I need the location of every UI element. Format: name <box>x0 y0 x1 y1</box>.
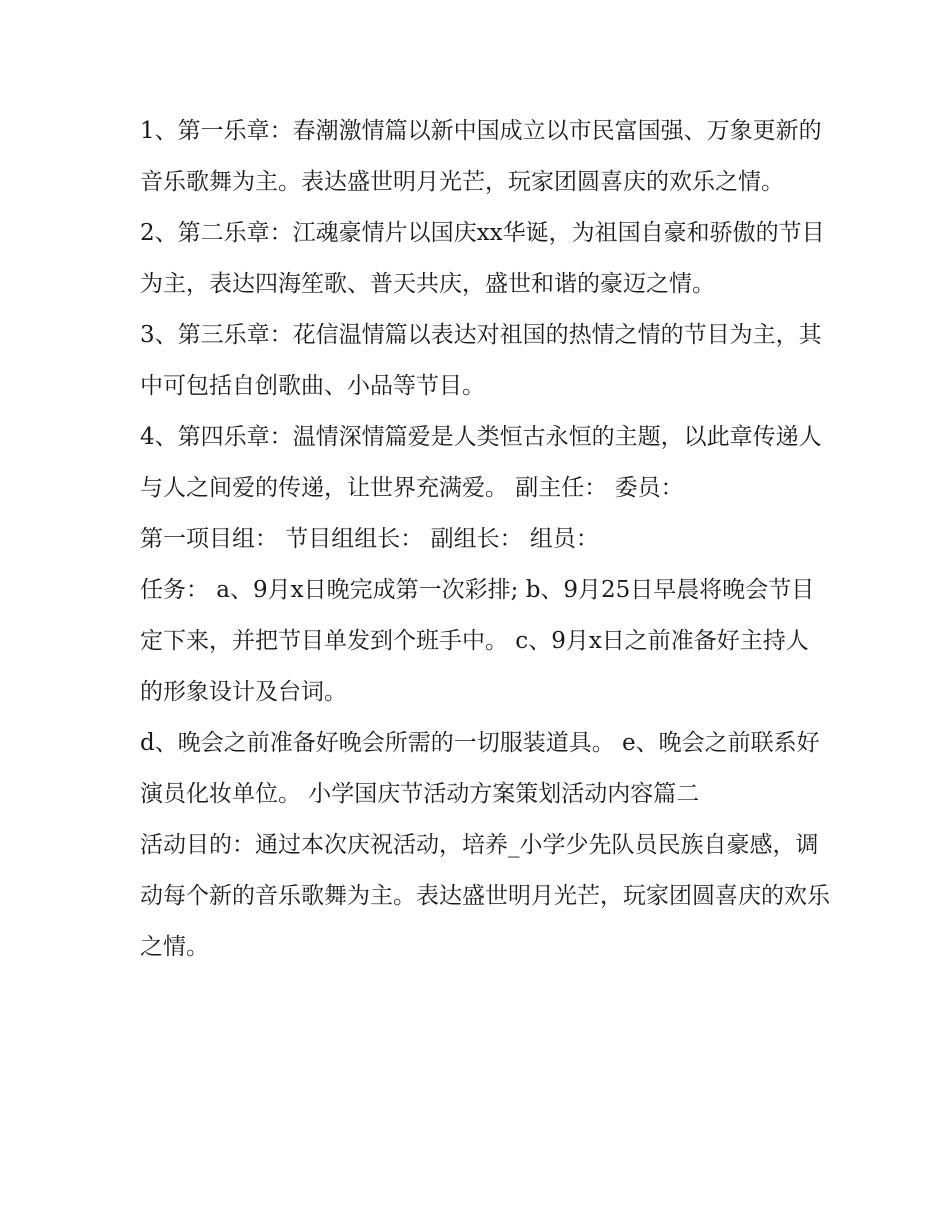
paragraph-7: d、晚会之前准备好晚会所需的一切服装道具。 e、晚会之前联系好演员化妆单位。 小学国庆节活动方案策划活动内容篇二 <box>140 730 820 807</box>
paragraph-5: 第一项目组： 节目组组长： 副组长： 组员： <box>140 526 599 552</box>
paragraph-1: 1、第一乐章：春潮激情篇以新中国成立以市民富国强、万象更新的音乐歌舞为主。表达盛世明月光芒，玩家团圆喜庆的欢乐之情。 <box>140 118 822 195</box>
document-body <box>140 106 830 973</box>
paragraph-2: 2、第二乐章：江魂豪情片以国庆xx华诞，为祖国自豪和骄傲的节目为主，表达四海笙歌、普天共庆，盛世和谐的豪迈之情。 <box>140 220 825 297</box>
paragraph-8: 活动目的：通过本次庆祝活动，培养_小学少先队员民族自豪感，调动每个新的音乐歌舞为主。表达盛世明月光芒，玩家团圆喜庆的欢乐之情。 <box>140 832 830 960</box>
paragraph-3: 3、第三乐章：花信温情篇以表达对祖国的热情之情的节目为主，其中可包括自创歌曲、小品等节目。 <box>140 322 822 399</box>
paragraph-4: 4、第四乐章：温情深情篇爱是人类恒古永恒的主题，以此章传递人与人之间爱的传递，让世界充满爱。 副主任： 委员： <box>140 424 822 501</box>
paragraph-6: 任务： a、9月x日晚完成第一次彩排; b、9月25日早晨将晚会节目定下来，并把节目单发到个班手中。 c、9月x日之前准备好主持人的形象设计及台词。 <box>140 577 815 705</box>
